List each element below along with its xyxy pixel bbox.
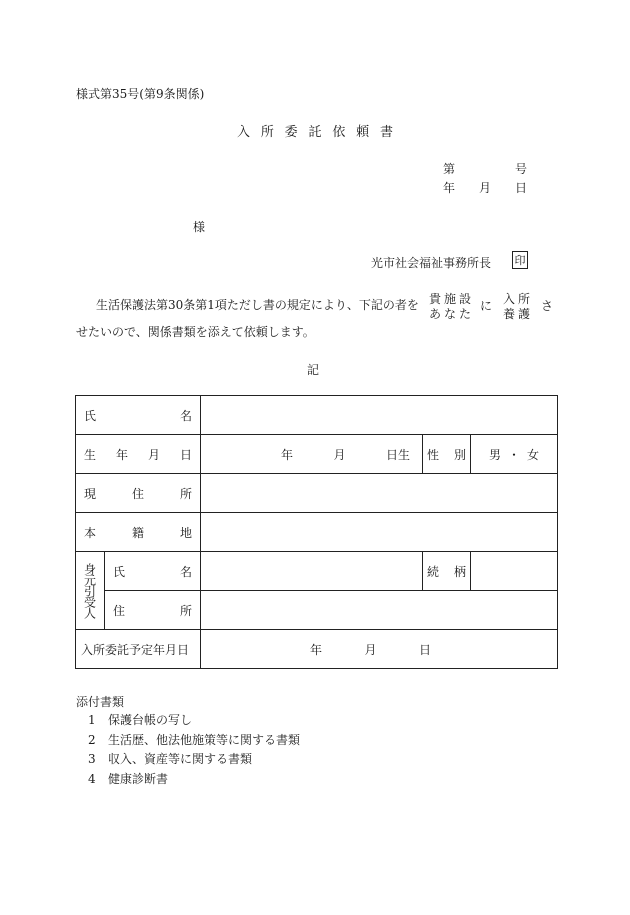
sex-label-cell: [423, 435, 471, 474]
addressee-honorific: 様: [193, 220, 206, 234]
label-char: 住: [113, 603, 126, 618]
attachments-list: [88, 711, 300, 789]
label-char: 住: [131, 486, 144, 501]
item-text: 保護台帳の写し: [108, 713, 193, 727]
item-text: 収入、資産等に関する書類: [108, 752, 253, 766]
label-char: 氏: [113, 564, 126, 579]
guarantor-label: 身元引受人: [82, 563, 97, 618]
sex-male-option[interactable]: 男: [489, 447, 502, 462]
choice-care: [503, 305, 530, 322]
label-char: 現: [84, 486, 97, 501]
label-char: 氏: [84, 408, 97, 423]
plan-month-unit: 月: [364, 642, 377, 657]
guarantor-address-label-cell: [105, 591, 201, 630]
guarantor-label-cell: [76, 552, 105, 630]
plan-day-unit: 日: [419, 642, 432, 657]
choice-char: 貴: [429, 292, 442, 306]
label-char: 名: [179, 408, 192, 423]
document-title: [237, 121, 393, 140]
relation-field[interactable]: [471, 552, 558, 591]
choice-char: 入: [503, 292, 516, 306]
particle-ni: に: [480, 299, 493, 313]
row-guarantor-name: [76, 552, 558, 591]
guarantor-address-field[interactable]: [201, 591, 558, 630]
issuer-name: 光市社会福祉事務所長: [371, 256, 492, 270]
date-day: 日: [514, 181, 527, 195]
plan-date-field[interactable]: [201, 630, 558, 669]
birth-date-field[interactable]: [201, 435, 423, 474]
address-label-cell: [76, 474, 201, 513]
date-month: 月: [478, 181, 491, 195]
item-text: 健康診断書: [108, 771, 169, 786]
plan-date-label-cell: [76, 630, 201, 669]
label-char: 本: [84, 525, 97, 540]
number-suffix: 号: [514, 162, 527, 176]
label-char: 別: [453, 447, 466, 462]
ki-heading: 記: [307, 363, 320, 377]
label-char: 柄: [453, 564, 466, 579]
choice-char: な: [443, 307, 456, 321]
sex-female-option[interactable]: 女: [527, 447, 540, 462]
row-domicile: [76, 513, 558, 552]
label-char: 所: [179, 486, 192, 501]
label-char: 性: [427, 447, 440, 462]
label-char: 地: [179, 525, 192, 540]
guarantor-name-label-cell: [105, 552, 201, 591]
title-char: 所: [260, 125, 274, 140]
choice-char: 養: [503, 307, 516, 321]
number-prefix: 第: [443, 162, 456, 176]
label-char: 名: [179, 564, 192, 579]
choice-char: あ: [429, 307, 442, 321]
item-number: 3: [88, 752, 96, 766]
title-char: 委: [284, 125, 298, 140]
address-field[interactable]: [201, 474, 558, 513]
body-text-line-2: せたいので、関係書類を添えて依頼します。: [76, 325, 315, 339]
particle-sa: さ: [541, 299, 554, 313]
birth-label-cell: [76, 435, 201, 474]
list-item: [88, 731, 300, 751]
label-char: 月: [147, 447, 160, 462]
item-number: 4: [88, 771, 96, 786]
title-char: 依: [332, 125, 346, 140]
document-number: [443, 160, 527, 177]
choice-you: [429, 305, 471, 322]
title-char: 頼: [356, 125, 370, 140]
attachments-heading: 添付書類: [76, 695, 125, 709]
item-number: 1: [88, 713, 96, 727]
name-label-cell: [76, 396, 201, 435]
request-details-table: [75, 395, 558, 669]
title-char: 書: [379, 125, 393, 140]
choice-char: 施: [443, 292, 456, 306]
domicile-field[interactable]: [201, 513, 558, 552]
choice-char: 設: [458, 292, 471, 306]
label-char: 生: [84, 447, 97, 462]
sex-field[interactable]: [471, 435, 558, 474]
body-text-line-1: 生活保護法第30条第1項ただし書の規定により、下記の者を: [96, 298, 419, 312]
plan-date-label: 入所委託予定年月日: [81, 642, 190, 657]
date-year: 年: [443, 181, 456, 195]
domicile-label-cell: [76, 513, 201, 552]
label-char: 日: [179, 447, 192, 462]
item-number: 2: [88, 732, 96, 747]
birth-year-unit: 年: [281, 447, 294, 462]
list-item: [88, 770, 300, 790]
choice-char: 所: [517, 292, 530, 306]
guarantor-name-field[interactable]: [201, 552, 423, 591]
plan-year-unit: 年: [310, 642, 323, 657]
name-field[interactable]: [201, 396, 558, 435]
choice-char: た: [458, 307, 471, 321]
label-char: 籍: [131, 525, 144, 540]
title-char: 託: [308, 125, 322, 140]
item-text: 生活歴、他法他施策等に関する書類: [108, 732, 301, 747]
birth-day-unit: 日生: [385, 447, 410, 462]
label-char: 年: [115, 447, 128, 462]
label-char: 所: [179, 603, 192, 618]
row-plan-date: [76, 630, 558, 669]
birth-month-unit: 月: [333, 447, 346, 462]
sex-separator: ・: [508, 447, 521, 462]
row-address: [76, 474, 558, 513]
label-char: 続: [427, 564, 440, 579]
document-date: [443, 179, 527, 196]
row-name: [76, 396, 558, 435]
row-guarantor-address: [76, 591, 558, 630]
choice-char: 護: [517, 307, 530, 321]
list-item: [88, 750, 300, 770]
form-number-label: 様式第35号(第9条関係): [76, 87, 205, 101]
list-item: [88, 711, 300, 731]
row-birth: [76, 435, 558, 474]
seal-stamp: 印: [512, 251, 528, 269]
relation-label-cell: [423, 552, 471, 591]
title-char: 入: [237, 125, 251, 140]
